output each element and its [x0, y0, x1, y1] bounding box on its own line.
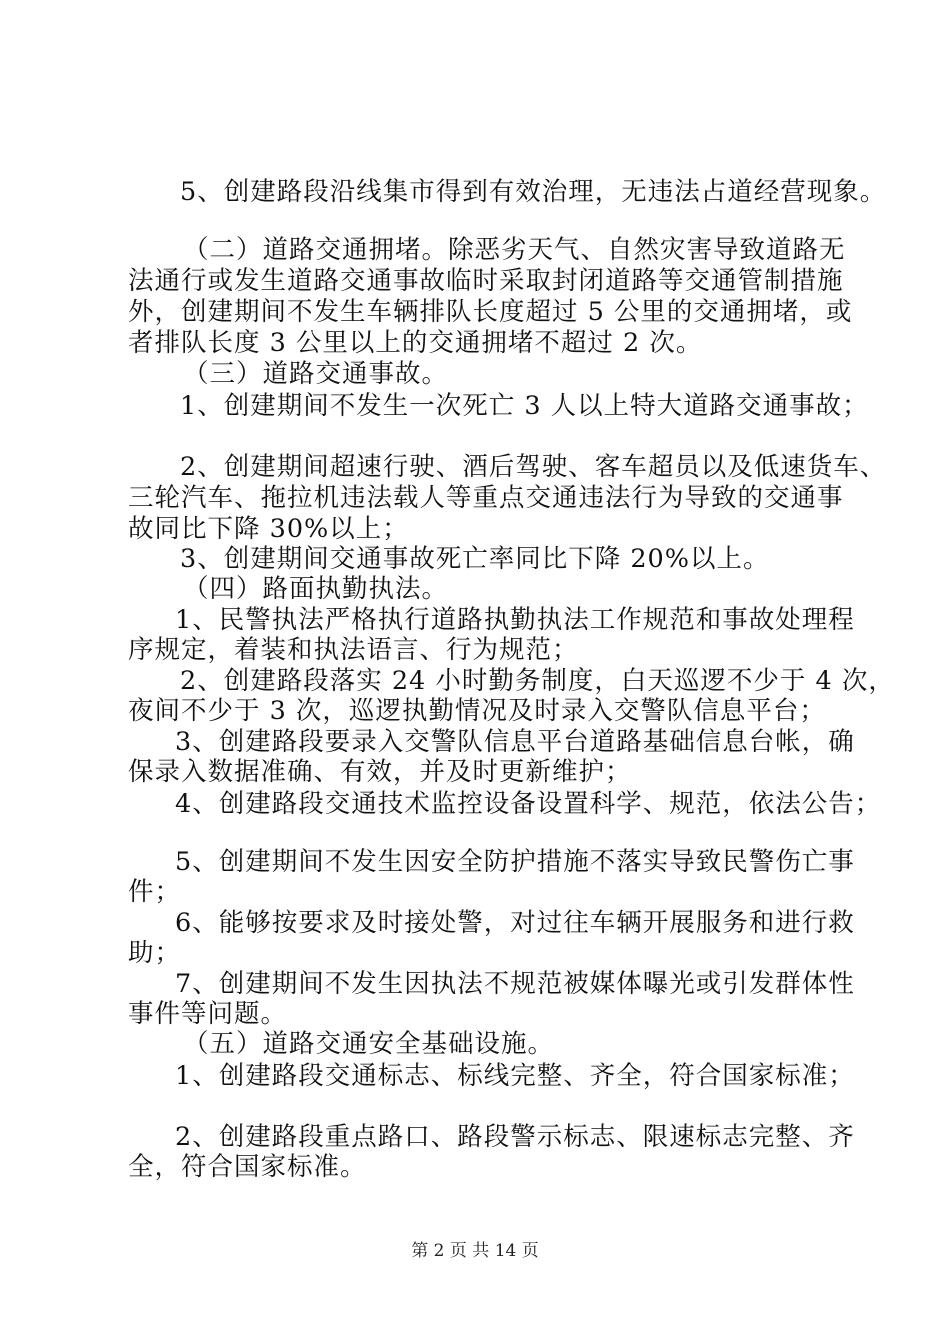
text-line: 助； [128, 938, 182, 968]
text-line: 6、能够按要求及时接处警，对过往车辆开展服务和进行救 [175, 908, 855, 938]
text-line: 全，符合国家标准。 [128, 1152, 367, 1182]
text-line: 保录入数据准确、有效，并及时更新维护； [128, 757, 632, 787]
text-line: 3、创建期间交通事故死亡率同比下降 20%以上。 [180, 544, 770, 574]
text-line: 1、创建路段交通标志、标线完整、齐全，符合国家标准； [175, 1061, 855, 1091]
section-heading: （二）道路交通拥堵。除恶劣天气、自然灾害导致道路无 [183, 235, 846, 265]
section-heading: （四）路面执勤执法。 [183, 574, 449, 604]
text-line: 2、创建期间超速行驶、酒后驾驶、客车超员以及低速货车、 [180, 452, 887, 482]
text-line: 1、创建期间不发生一次死亡 3 人以上特大道路交通事故； [180, 391, 869, 421]
text-line: 夜间不少于 3 次，巡逻执勤情况及时录入交警队信息平台； [128, 696, 826, 726]
text-line: 故同比下降 30%以上； [128, 514, 409, 544]
text-line: 外，创建期间不发生车辆排队长度超过 5 公里的交通拥堵，或 [128, 297, 853, 327]
text-line: 三轮汽车、拖拉机违法载人等重点交通违法行为导致的交通事 [128, 483, 844, 513]
text-line: 序规定，着装和执法语言、行为规范； [128, 635, 579, 665]
text-line: 7、创建期间不发生因执法不规范被媒体曝光或引发群体性 [175, 969, 855, 999]
text-line: 3、创建路段要录入交警队信息平台道路基础信息台帐，确 [175, 727, 855, 757]
text-line: 2、创建路段重点路口、路段警示标志、限速标志完整、齐 [175, 1122, 855, 1152]
section-heading: （五）道路交通安全基础设施。 [183, 1029, 555, 1059]
text-line: 1、民警执法严格执行道路执勤执法工作规范和事故处理程 [175, 605, 855, 635]
text-line: 法通行或发生道路交通事故临时采取封闭道路等交通管制措施 [128, 266, 844, 296]
text-line: 4、创建路段交通技术监控设备设置科学、规范，依法公告； [175, 789, 882, 819]
text-line: 事件等问题。 [128, 999, 288, 1029]
section-heading: （三）道路交通事故。 [183, 359, 449, 389]
text-line: 2、创建路段落实 24 小时勤务制度，白天巡逻不少于 4 次， [180, 666, 895, 696]
text-line: 5、创建期间不发生因安全防护措施不落实导致民警伤亡事 [175, 847, 855, 877]
text-line: 5、创建路段沿线集市得到有效治理，无违法占道经营现象。 [180, 177, 887, 207]
text-line: 件； [128, 877, 182, 907]
page-number-footer: 第 2 页 共 14 页 [411, 1241, 539, 1261]
text-line: 者排队长度 3 公里以上的交通拥堵不超过 2 次。 [128, 328, 703, 358]
